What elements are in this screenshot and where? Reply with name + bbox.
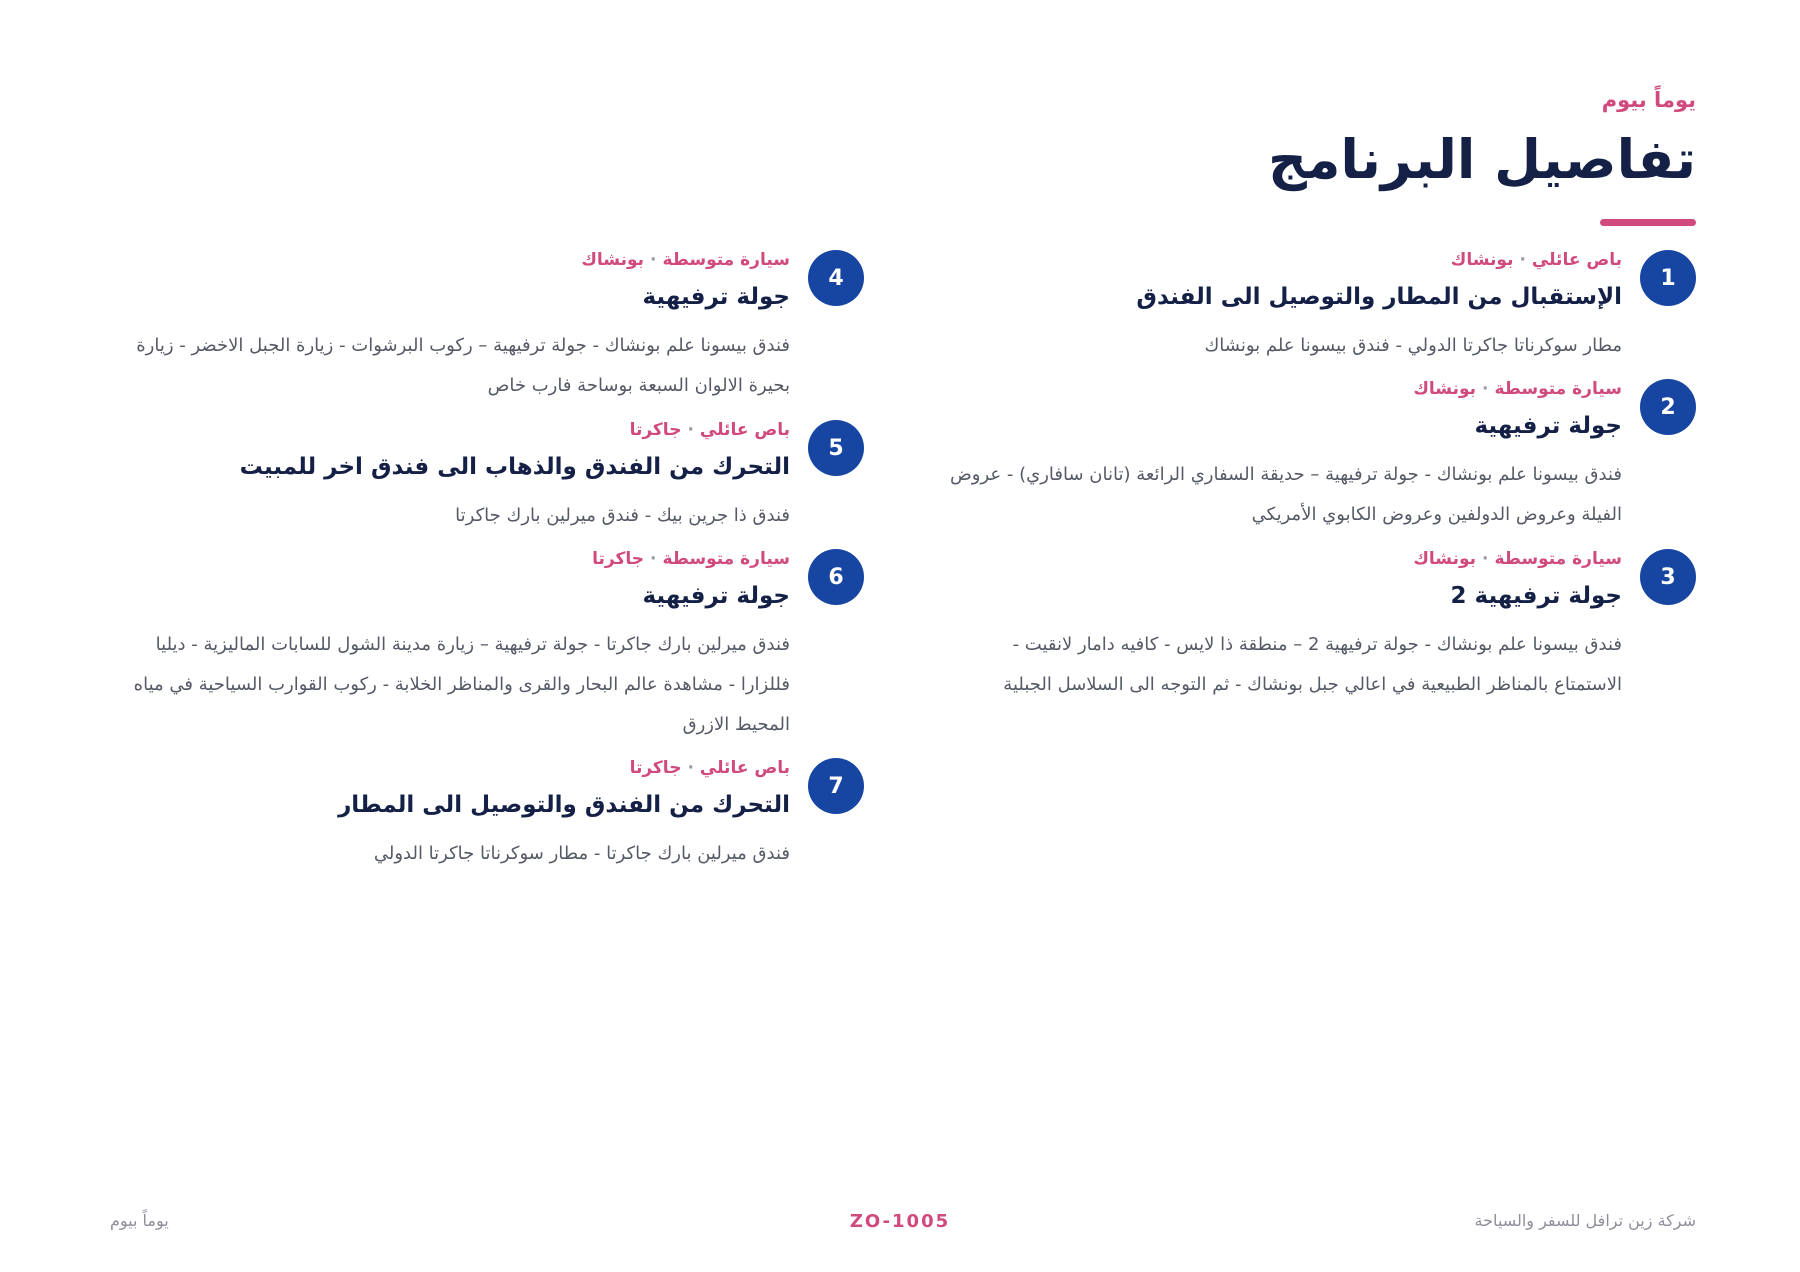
footer-program-code: ZO-1005 — [849, 1211, 951, 1232]
separator-dot: · — [650, 250, 657, 270]
day-description: فندق بيسونا علم بونشاك - جولة ترفيهية – ركوب البرشوات - زيارة الجبل الاخضر - زيارة بحيرة الالوان السبعة بوساحة فارب خاص — [136, 335, 790, 396]
day-meta — [630, 758, 790, 778]
city-name: جاكرتا — [592, 549, 645, 569]
day-number-badge: 5 — [808, 420, 864, 476]
separator-dot: · — [1482, 379, 1489, 399]
day-title: الإستقبال من المطار والتوصيل الى الفندق — [1136, 284, 1622, 310]
separator-dot: · — [650, 549, 657, 569]
city-name: جاكرتا — [629, 420, 682, 440]
footer-section-name: يوماً بيوم — [110, 1211, 169, 1230]
day-title: جولة ترفيهية — [642, 284, 790, 310]
day-description: فندق ميرلين بارك جاكرتا - جولة ترفيهية – زيارة مدينة الشول للسابات الماليزية - ديليا فللزارا - مشاهدة عالم البحار والقرى والمناظر الخلابة - ركوب القوارب السياحية في مياه المحيط الازرق — [133, 634, 790, 735]
day-meta — [1451, 250, 1622, 270]
day-number-badge: 1 — [1640, 250, 1696, 306]
section-eyebrow: يوماً بيوم — [1601, 88, 1696, 112]
vehicle-type: سيارة متوسطة — [662, 549, 790, 569]
city-name: بونشاك — [581, 250, 645, 270]
footer-company-name: شركة زين ترافل للسفر والسياحة — [1474, 1211, 1696, 1230]
day-number-badge: 3 — [1640, 549, 1696, 605]
day-number-badge: 4 — [808, 250, 864, 306]
day-title: جولة ترفيهية 2 — [1450, 583, 1622, 609]
day-item-3 — [956, 549, 1696, 749]
day-number-badge: 6 — [808, 549, 864, 605]
day-number-badge: 2 — [1640, 379, 1696, 435]
day-description: فندق ميرلين بارك جاكرتا - مطار سوكرناتا جاكرتا الدولي — [373, 843, 790, 864]
day-number-badge: 7 — [808, 758, 864, 814]
separator-dot: · — [1482, 549, 1489, 569]
page-title: تفاصيل البرنامج — [1268, 128, 1696, 191]
day-description: فندق ذا جرين بيك - فندق ميرلين بارك جاكرتا — [455, 505, 790, 526]
day-item-6 — [124, 549, 864, 749]
city-name: بونشاك — [1413, 549, 1477, 569]
vehicle-type: باص عائلي — [699, 420, 790, 440]
separator-dot: · — [1519, 250, 1526, 270]
day-title: جولة ترفيهية — [1474, 413, 1622, 439]
vehicle-type: سيارة متوسطة — [1494, 549, 1622, 569]
city-name: بونشاك — [1413, 379, 1477, 399]
vehicle-type: باص عائلي — [1531, 250, 1622, 270]
day-description: فندق بيسونا علم بونشاك - جولة ترفيهية – حديقة السفاري الرائعة (تانان سافاري) - عروض الفيلة وعروض الدولفين وعروض الكابوي الأمريكي — [950, 464, 1622, 525]
vehicle-type: سيارة متوسطة — [1494, 379, 1622, 399]
day-meta — [1413, 379, 1622, 399]
separator-dot: · — [687, 758, 694, 778]
separator-dot: · — [687, 420, 694, 440]
day-meta — [630, 420, 790, 440]
day-item-7 — [124, 758, 864, 958]
city-name: بونشاك — [1450, 250, 1514, 270]
day-meta — [592, 549, 790, 569]
vehicle-type: سيارة متوسطة — [662, 250, 790, 270]
city-name: جاكرتا — [629, 758, 682, 778]
day-description: فندق بيسونا علم بونشاك - جولة ترفيهية 2 – منطقة ذا لايس - كافيه دامار لانقيت - الاستمتاع بالمناظر الطبيعية في اعالي جبل بونشاك - ثم التوجه الى السلاسل الجبلية — [1003, 634, 1622, 695]
title-underline — [1600, 219, 1696, 226]
day-meta — [1413, 549, 1622, 569]
vehicle-type: باص عائلي — [699, 758, 790, 778]
day-meta — [581, 250, 790, 270]
day-title: التحرك من الفندق والتوصيل الى المطار — [338, 792, 790, 818]
day-title: التحرك من الفندق والذهاب الى فندق اخر للمبيت — [239, 454, 790, 480]
day-title: جولة ترفيهية — [642, 583, 790, 609]
day-description: مطار سوكرناتا جاكرتا الدولي - فندق بيسونا علم بونشاك — [1204, 335, 1622, 356]
